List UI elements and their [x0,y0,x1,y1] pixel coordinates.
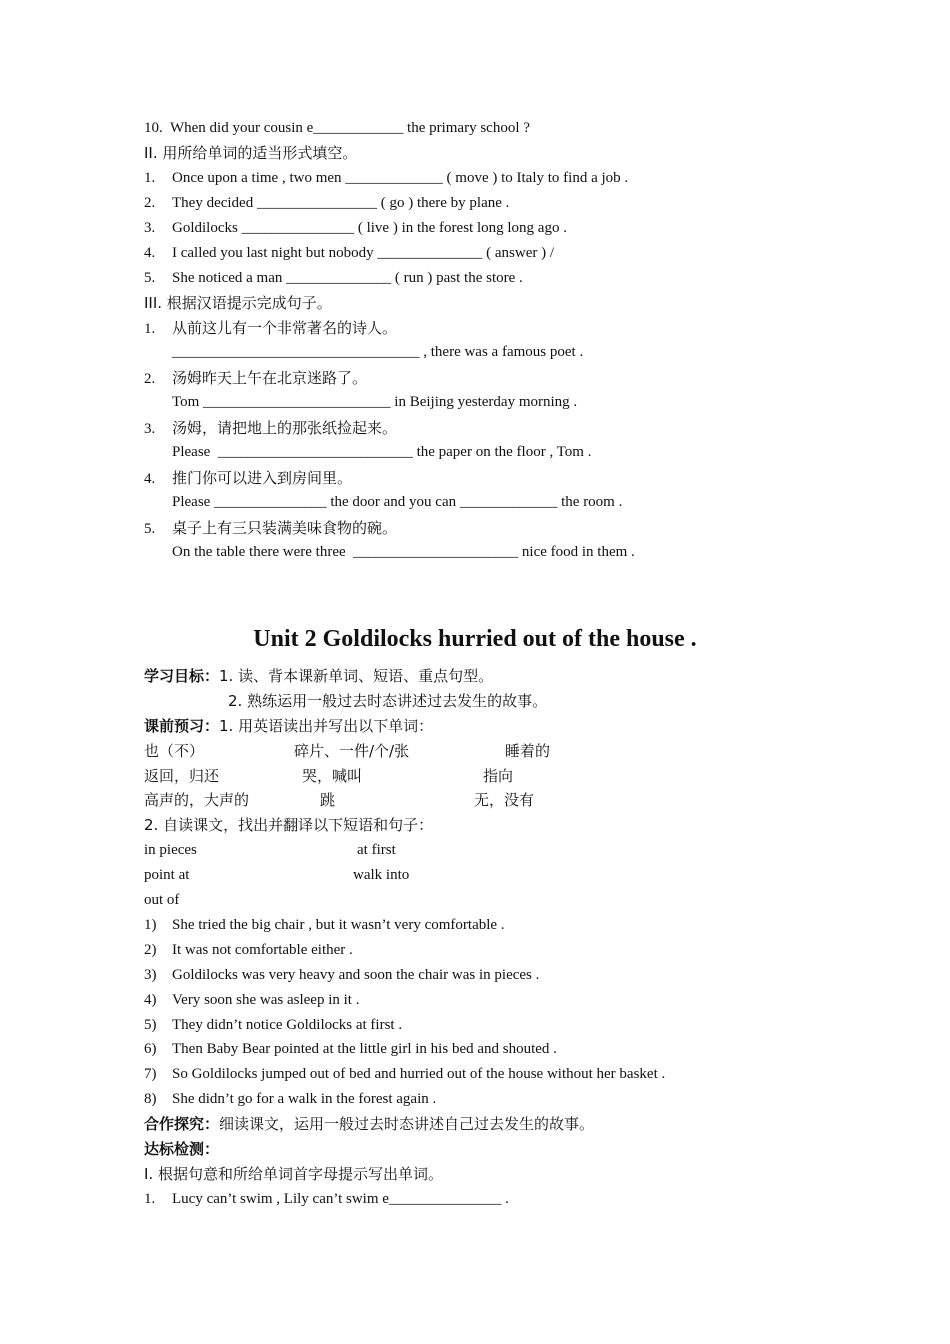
item-chinese: 汤姆昨天上午在北京迷路了。 [172,369,368,387]
sentence-text: It was not comfortable either . [172,942,353,958]
sentence-3 [144,965,539,985]
word-prompt: 碎片、一件/个/张 [294,742,410,760]
sentence-text: They didn’t notice Goldilocks at first . [172,1017,403,1033]
word-prompt: 跳 [320,791,336,809]
item-number: 4. [144,245,156,261]
word-prompt: 哭，喊叫 [302,767,363,785]
goals-line-1 [144,666,493,687]
sentence-number: 3) [144,967,157,983]
sentence-8 [144,1089,436,1109]
item-text: She noticed a man ______________ ( run ) past the store . [172,270,523,286]
item-number: 1. [144,321,156,337]
item-text: Once upon a time , two men _____________ ( move ) to Italy to find a job . [172,170,629,186]
preview-item-1: 1. 用英语读出并写出以下单词： [219,717,434,735]
item-text: They decided ________________ ( go ) there by plane . [172,195,510,211]
item-number: 4. [144,471,156,487]
word-prompt: 高声的，大声的 [144,791,250,809]
phrase: point at [144,867,190,883]
part2-item-1 [144,168,628,188]
word-prompt: 无，没有 [474,791,535,809]
part3-title: III. 根据汉语提示完成句子。 [144,294,332,312]
sentence-number: 4) [144,992,157,1008]
part3-item-4-prompt [144,468,352,489]
item-number: 3. [144,220,156,236]
part3-item-3-answer: Please __________________________ the paper on the floor , Tom . [172,444,592,460]
item-number: 5. [144,270,156,286]
word-prompt: 指向 [483,767,514,785]
sentence-number: 1) [144,917,157,933]
sentence-text: Very soon she was asleep in it . [172,992,360,1008]
phrase: out of [144,892,180,908]
part2-item-2 [144,193,509,213]
goals-item-1: 1. 读、背本课新单词、短语、重点句型。 [219,667,494,685]
part2-item-5 [144,268,523,288]
phrase: walk into [353,867,410,883]
test-part1-title: I. 根据句意和所给单词首字母提示写出单词。 [144,1165,443,1183]
part3-item-1-prompt [144,318,397,339]
sentence-number: 5) [144,1017,157,1033]
goals-item-2: 2. 熟练运用一般过去时态讲述过去发生的故事。 [228,692,548,710]
sentence-number: 6) [144,1041,157,1057]
part2-item-4 [144,243,554,263]
item-number: 2. [144,195,156,211]
item-chinese: 从前这儿有一个非常著名的诗人。 [172,319,398,337]
sentence-number: 7) [144,1066,157,1082]
part3-item-2-prompt [144,368,367,389]
part3-item-2-answer: Tom _________________________ in Beijing yesterday morning . [172,394,578,410]
part3-item-4-answer: Please _______________ the door and you can _____________ the room . [172,494,623,510]
word-prompt: 返回，归还 [144,767,220,785]
part3-item-1-answer: _________________________________ , there was a famous poet . [172,344,584,360]
test-label: 达标检测： [144,1140,220,1158]
sentence-4 [144,990,359,1010]
sentence-1 [144,915,505,935]
preview-line-1 [144,716,433,737]
part3-item-3-prompt [144,418,397,439]
item-text: Lucy can’t swim , Lily can’t swim e_______________ . [172,1191,509,1207]
sentence-number: 2) [144,942,157,958]
coop-line [144,1114,594,1135]
item-number: 2. [144,371,156,387]
part2-item-3 [144,218,567,238]
phrase: in pieces [144,842,197,858]
question-10: 10. When did your cousin e____________ the primary school ? [144,120,530,136]
item-number: 5. [144,521,156,537]
sentence-text: Then Baby Bear pointed at the little girl in his bed and shouted . [172,1041,557,1057]
coop-label: 合作探究： [144,1115,220,1133]
item-text: Goldilocks _______________ ( live ) in the forest long long ago . [172,220,567,236]
item-number: 3. [144,421,156,437]
test-item-1 [144,1189,509,1209]
coop-text: 细读课文，运用一般过去时态讲述自己过去发生的故事。 [219,1115,595,1133]
item-number: 1. [144,170,156,186]
sentence-7 [144,1064,665,1084]
sentence-text: She tried the big chair , but it wasn’t very comfortable . [172,917,505,933]
item-chinese: 汤姆，请把地上的那张纸捡起来。 [172,419,398,437]
item-number: 1. [144,1191,156,1207]
sentence-text: Goldilocks was very heavy and soon the chair was in pieces . [172,967,540,983]
item-chinese: 推门你可以进入到房间里。 [172,469,353,487]
part3-item-5-prompt [144,518,397,539]
unit-title: Unit 2 Goldilocks hurried out of the house . [253,626,697,652]
sentence-5 [144,1015,402,1035]
item-text: I called you last night but nobody ______________ ( answer ) / [172,245,555,261]
item-chinese: 桌子上有三只装满美味食物的碗。 [172,519,398,537]
word-prompt: 也（不） [144,742,205,760]
phrase: at first [357,842,396,858]
preview-label: 课前预习： [144,717,220,735]
sentence-6 [144,1039,557,1059]
word-prompt: 睡着的 [505,742,551,760]
sentence-number: 8) [144,1091,157,1107]
preview-item-2: 2. 自读课文，找出并翻译以下短语和句子： [144,816,434,834]
part2-title: II. 用所给单词的适当形式填空。 [144,144,358,162]
part3-item-5-answer: On the table there were three ______________________ nice food in them . [172,544,635,560]
sentence-text: She didn’t go for a walk in the forest again . [172,1091,437,1107]
sentence-text: So Goldilocks jumped out of bed and hurried out of the house without her basket . [172,1066,666,1082]
goals-label: 学习目标： [144,667,220,685]
sentence-2 [144,940,353,960]
